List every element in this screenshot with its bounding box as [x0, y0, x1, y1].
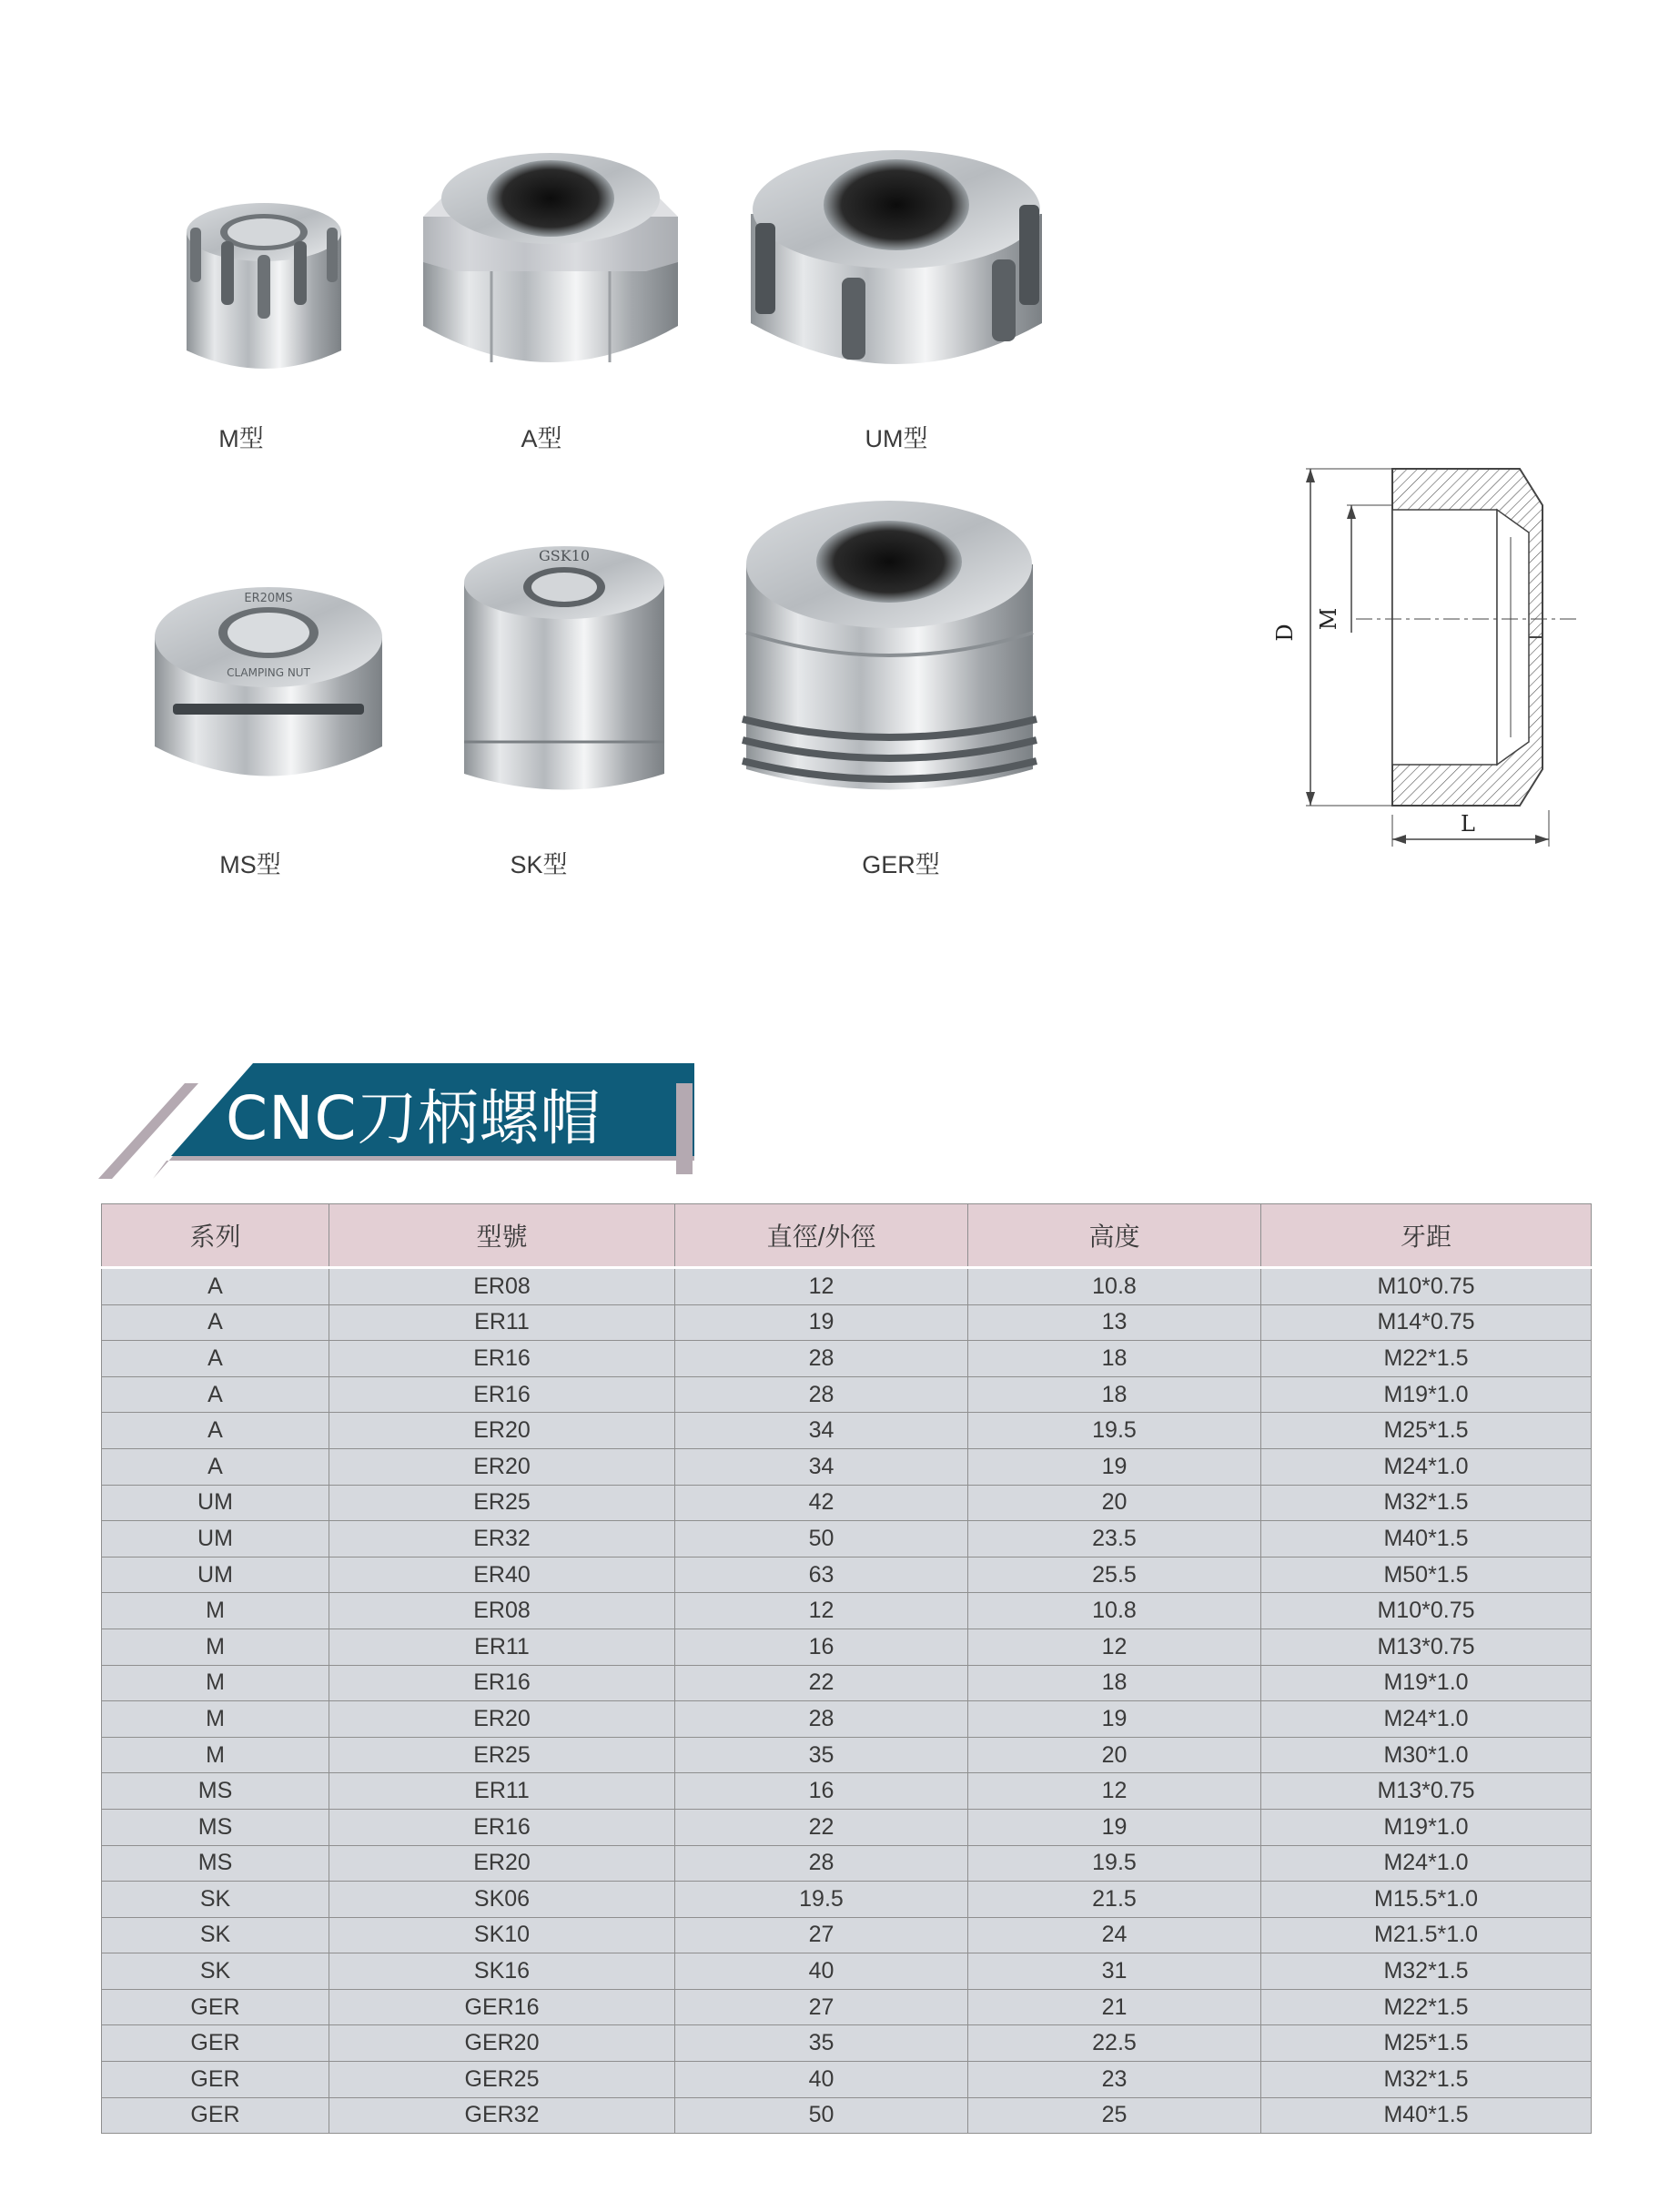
table-row — [102, 2097, 1592, 2134]
table-row — [102, 1593, 1592, 1629]
table-row — [102, 1268, 1592, 1305]
table-row — [102, 1665, 1592, 1701]
cell-diameter: 50 — [675, 1521, 968, 1558]
cell-diameter: 34 — [675, 1413, 968, 1449]
header-series: 系列 — [102, 1204, 329, 1268]
cell-series: M — [102, 1737, 329, 1773]
table-row — [102, 1845, 1592, 1882]
table-body — [102, 1268, 1592, 2134]
cell-height: 19 — [968, 1701, 1261, 1738]
cell-series: GER — [102, 2062, 329, 2098]
sk-top-engraving: GSK10 — [538, 547, 591, 564]
table-header-row — [102, 1204, 1592, 1268]
cell-height: 24 — [968, 1917, 1261, 1953]
cell-height: 19.5 — [968, 1845, 1261, 1882]
cell-diameter: 40 — [675, 2062, 968, 2098]
cell-height: 19 — [968, 1809, 1261, 1845]
cell-thread-pitch: M25*1.5 — [1261, 2025, 1592, 2062]
cell-series: M — [102, 1665, 329, 1701]
cell-height: 23 — [968, 2062, 1261, 2098]
cell-height: 10.8 — [968, 1593, 1261, 1629]
cell-model: ER08 — [329, 1268, 675, 1305]
table-row — [102, 1376, 1592, 1413]
cell-diameter: 19 — [675, 1304, 968, 1341]
header-thread-pitch: 牙距 — [1261, 1204, 1592, 1268]
cell-series: A — [102, 1304, 329, 1341]
dimension-label-l: L — [1461, 811, 1475, 837]
cell-series: SK — [102, 1882, 329, 1918]
cell-thread-pitch: M24*1.0 — [1261, 1845, 1592, 1882]
cell-height: 31 — [968, 1953, 1261, 1990]
cell-series: M — [102, 1701, 329, 1738]
cell-series: GER — [102, 2097, 329, 2134]
cell-thread-pitch: M25*1.5 — [1261, 1413, 1592, 1449]
cell-model: ER08 — [329, 1593, 675, 1629]
table-row — [102, 1485, 1592, 1521]
cell-diameter: 28 — [675, 1701, 968, 1738]
cell-model: GER25 — [329, 2062, 675, 2098]
section-title: CNC刀柄螺帽 — [226, 1083, 602, 1153]
dimension-label-m: M — [1316, 607, 1341, 631]
cell-model: ER11 — [329, 1629, 675, 1665]
cell-height: 22.5 — [968, 2025, 1261, 2062]
cell-series: A — [102, 1413, 329, 1449]
header-diameter: 直徑/外徑 — [675, 1204, 968, 1268]
cell-model: ER16 — [329, 1809, 675, 1845]
table-row — [102, 1953, 1592, 1990]
ms-top-engraving: ER20MS — [244, 592, 293, 605]
cell-thread-pitch: M32*1.5 — [1261, 1485, 1592, 1521]
cell-thread-pitch: M50*1.5 — [1261, 1557, 1592, 1593]
cell-diameter: 27 — [675, 1917, 968, 1953]
cell-diameter: 12 — [675, 1593, 968, 1629]
a-type-nut-image — [419, 144, 683, 390]
spec-table — [101, 1203, 1592, 2134]
cell-height: 18 — [968, 1665, 1261, 1701]
table-row — [102, 1737, 1592, 1773]
cell-model: ER11 — [329, 1773, 675, 1810]
ger-type-nut-image — [737, 496, 1042, 806]
cell-diameter: 35 — [675, 2025, 968, 2062]
cell-model: ER20 — [329, 1448, 675, 1485]
product-caption: SK型 — [510, 851, 568, 878]
table-row — [102, 1773, 1592, 1810]
cell-series: A — [102, 1448, 329, 1485]
cell-series: M — [102, 1629, 329, 1665]
product-caption: GER型 — [862, 851, 940, 878]
cell-thread-pitch: M30*1.0 — [1261, 1737, 1592, 1773]
cell-series: M — [102, 1593, 329, 1629]
cell-model: ER20 — [329, 1701, 675, 1738]
ms-side-engraving: CLAMPING NUT — [227, 666, 310, 679]
cell-model: ER40 — [329, 1557, 675, 1593]
cell-thread-pitch: M22*1.5 — [1261, 1341, 1592, 1377]
cell-height: 13 — [968, 1304, 1261, 1341]
dimension-label-d: D — [1272, 624, 1298, 642]
cell-thread-pitch: M32*1.5 — [1261, 1953, 1592, 1990]
cell-thread-pitch: M19*1.0 — [1261, 1376, 1592, 1413]
cell-diameter: 35 — [675, 1737, 968, 1773]
cell-thread-pitch: M19*1.0 — [1261, 1809, 1592, 1845]
cell-model: ER20 — [329, 1845, 675, 1882]
cell-series: UM — [102, 1485, 329, 1521]
cell-diameter: 27 — [675, 1989, 968, 2025]
cell-height: 23.5 — [968, 1521, 1261, 1558]
header-model: 型號 — [329, 1204, 675, 1268]
table-row — [102, 1557, 1592, 1593]
cell-diameter: 16 — [675, 1629, 968, 1665]
cell-diameter: 19.5 — [675, 1882, 968, 1918]
cell-diameter: 28 — [675, 1341, 968, 1377]
cell-model: ER16 — [329, 1376, 675, 1413]
cell-model: ER25 — [329, 1737, 675, 1773]
cell-height: 25 — [968, 2097, 1261, 2134]
cell-diameter: 40 — [675, 1953, 968, 1990]
cell-thread-pitch: M10*0.75 — [1261, 1268, 1592, 1305]
cell-model: ER11 — [329, 1304, 675, 1341]
product-caption: MS型 — [219, 851, 281, 878]
cell-thread-pitch: M15.5*1.0 — [1261, 1882, 1592, 1918]
cell-thread-pitch: M19*1.0 — [1261, 1665, 1592, 1701]
cell-series: SK — [102, 1953, 329, 1990]
ms-type-nut-image — [146, 569, 391, 797]
cell-height: 18 — [968, 1341, 1261, 1377]
cell-diameter: 34 — [675, 1448, 968, 1485]
cell-height: 10.8 — [968, 1268, 1261, 1305]
cell-diameter: 22 — [675, 1665, 968, 1701]
cell-height: 20 — [968, 1485, 1261, 1521]
sk-type-nut-image — [455, 537, 673, 801]
cell-diameter: 12 — [675, 1268, 968, 1305]
cell-thread-pitch: M24*1.0 — [1261, 1448, 1592, 1485]
cell-model: GER32 — [329, 2097, 675, 2134]
cell-series: GER — [102, 1989, 329, 2025]
cell-model: SK10 — [329, 1917, 675, 1953]
cell-series: MS — [102, 1773, 329, 1810]
table-row — [102, 1629, 1592, 1665]
cell-height: 18 — [968, 1376, 1261, 1413]
table-row — [102, 2025, 1592, 2062]
cell-model: SK06 — [329, 1882, 675, 1918]
product-caption: A型 — [521, 425, 562, 452]
table-row — [102, 1809, 1592, 1845]
table-row — [102, 1989, 1592, 2025]
cell-thread-pitch: M22*1.5 — [1261, 1989, 1592, 2025]
header-height: 高度 — [968, 1204, 1261, 1268]
cell-thread-pitch: M40*1.5 — [1261, 2097, 1592, 2134]
cell-model: ER16 — [329, 1341, 675, 1377]
cell-height: 21.5 — [968, 1882, 1261, 1918]
table-row — [102, 1304, 1592, 1341]
table-row — [102, 1413, 1592, 1449]
cell-model: ER20 — [329, 1413, 675, 1449]
cell-series: UM — [102, 1557, 329, 1593]
cell-model: SK16 — [329, 1953, 675, 1990]
cell-thread-pitch: M32*1.5 — [1261, 2062, 1592, 2098]
table-row — [102, 1917, 1592, 1953]
cell-series: SK — [102, 1917, 329, 1953]
cell-diameter: 16 — [675, 1773, 968, 1810]
table-row — [102, 1882, 1592, 1918]
cell-series: A — [102, 1268, 329, 1305]
cell-series: A — [102, 1341, 329, 1377]
cell-height: 20 — [968, 1737, 1261, 1773]
cell-diameter: 28 — [675, 1376, 968, 1413]
cell-thread-pitch: M40*1.5 — [1261, 1521, 1592, 1558]
product-caption: UM型 — [865, 425, 928, 452]
cell-diameter: 42 — [675, 1485, 968, 1521]
table-row — [102, 1448, 1592, 1485]
cell-diameter: 28 — [675, 1845, 968, 1882]
cell-model: ER16 — [329, 1665, 675, 1701]
cell-height: 25.5 — [968, 1557, 1261, 1593]
cell-series: MS — [102, 1845, 329, 1882]
cell-height: 12 — [968, 1629, 1261, 1665]
cell-model: ER25 — [329, 1485, 675, 1521]
cell-diameter: 50 — [675, 2097, 968, 2134]
cell-diameter: 22 — [675, 1809, 968, 1845]
cell-diameter: 63 — [675, 1557, 968, 1593]
cell-height: 19 — [968, 1448, 1261, 1485]
table-row — [102, 1701, 1592, 1738]
cell-series: MS — [102, 1809, 329, 1845]
cell-thread-pitch: M21.5*1.0 — [1261, 1917, 1592, 1953]
nut-dimension-diagram — [1256, 455, 1602, 860]
table-row — [102, 1341, 1592, 1377]
cell-thread-pitch: M10*0.75 — [1261, 1593, 1592, 1629]
cell-series: UM — [102, 1521, 329, 1558]
cell-thread-pitch: M24*1.0 — [1261, 1701, 1592, 1738]
um-type-nut-image — [746, 141, 1047, 391]
table-row — [102, 1521, 1592, 1558]
cell-model: GER16 — [329, 1989, 675, 2025]
m-type-nut-image — [177, 191, 350, 387]
cell-height: 21 — [968, 1989, 1261, 2025]
product-caption: M型 — [218, 425, 264, 452]
cell-model: ER32 — [329, 1521, 675, 1558]
cell-series: A — [102, 1376, 329, 1413]
cell-thread-pitch: M13*0.75 — [1261, 1629, 1592, 1665]
cell-series: GER — [102, 2025, 329, 2062]
cell-thread-pitch: M14*0.75 — [1261, 1304, 1592, 1341]
cell-thread-pitch: M13*0.75 — [1261, 1773, 1592, 1810]
cell-height: 19.5 — [968, 1413, 1261, 1449]
table-row — [102, 2062, 1592, 2098]
cell-model: GER20 — [329, 2025, 675, 2062]
cell-height: 12 — [968, 1773, 1261, 1810]
